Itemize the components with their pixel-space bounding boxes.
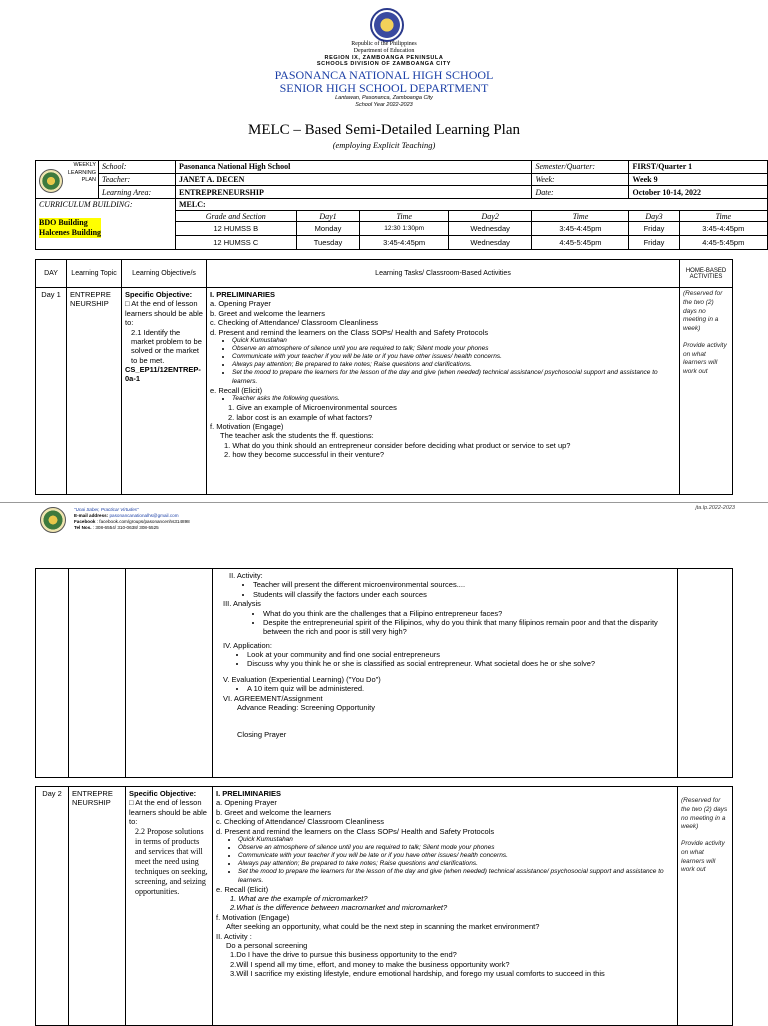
prelim-a: a. Opening Prayer [210,299,271,309]
analysis-list [223,609,674,637]
schedule-cell: 12 HUMSS C [176,236,297,250]
school-logo-icon [39,169,63,193]
cont-tasks [213,569,678,778]
prelim-d: d. Present and remind the learners on the Class SOPs/ Health and Safety Protocols [216,826,495,836]
application-list [223,650,674,669]
time2-header: Time [532,210,629,222]
prelim-c: c. Checking of Attendance/ Classroom Cleanliness [216,817,385,827]
day3-header: Day3 [629,210,679,222]
list-item: • What do you think are the challenges that a Filipino entrepreneur faces? [263,609,674,618]
prelim-title: I. PRELIMINARIES [210,290,276,299]
area-label: Learning Area: [99,186,176,199]
objective-item: 2.2 Propose solutions in terms of products and services that will meet the need using techniques on seeking, screening, and seizing opportunities. [135,826,208,896]
activities-table-day1 [35,259,733,495]
motivation-q1: 1. What do you think should an entrepreneur consider before deciding what product or service to set up? [224,440,571,450]
list-item: • Teacher asks the following questions. [232,395,676,403]
footer-logo-icon [40,507,66,533]
email-link[interactable]: pasonancanationalhs@gmail.com [109,513,179,518]
recall-list [210,395,676,403]
page-code: jta.lp.2022-2023 [695,505,735,511]
school-value: Pasonanca National High School [176,161,532,174]
list-item: • Students will classify the factors under each sources [253,590,674,599]
recall-q2: 2.What is the difference between macromarket and micromarket? [230,903,448,913]
evaluation-title: V. Evaluation (Experiential Learning) ("You Do") [223,674,381,684]
day2-objectives [126,787,213,1026]
teacher-value: JANET A. DECEN [176,173,532,186]
evaluation-list [223,684,674,693]
semester-label: Semester/Quarter: [532,161,629,174]
prelim-c: c. Checking of Attendance/ Classroom Cleanliness [210,318,379,328]
day1-home-activities [680,288,733,495]
recall-title: e. Recall (Elicit) [210,385,263,395]
buildings-value: BDO Building Halcenes Building [39,218,102,238]
list-item: • Look at your community and find one social entrepreneurs [247,650,674,659]
recall-title: e. Recall (Elicit) [216,884,269,894]
schedule-cell: 12 HUMSS B [176,222,297,236]
info-table [35,160,768,250]
activity-text: Do a personal screening [226,940,308,950]
list-item: • Quick Kumustahan [238,836,674,844]
department-name: SENIOR HIGH SCHOOL DEPARTMENT [279,81,489,95]
page-title: MELC – Based Semi-Detailed Learning Plan [247,122,521,138]
protocol-list [216,836,674,885]
schedule-cell: Friday [629,222,679,236]
objectives-header: Learning Objective/s [122,260,207,288]
agreement-text: Advance Reading: Screening Opportunity [237,702,376,712]
weekly-plan-label: WEEKLY LEARNING PLAN [67,162,96,184]
grade-section-header: Grade and Section [176,210,297,222]
division-line: SCHOOLS DIVISION OF ZAMBOANGA CITY [316,61,452,67]
day2-home-activities [678,787,733,1026]
activity-q3: 3.Will I sacrifice my existing lifestyle, endure emotional hardship, and forego my usual comforts to succeed in this [230,969,605,978]
day2-label: Day 2 [36,787,69,1026]
day1-label: Day 1 [36,288,67,495]
date-label: Date: [532,186,629,199]
application-title: IV. Application: [223,640,272,650]
recall-q1: 1. What are the example of micromarket? [230,894,368,903]
date-value: October 10-14, 2022 [629,186,768,199]
page-subtitle: (employing Explicit Teaching) [332,140,436,150]
day-header: DAY [36,260,67,288]
footer-motto: "Unai Saber, Practicar Virtudes" [74,507,139,512]
objective-text: □ At the end of lesson learners should be able to: [125,299,203,328]
activities-table-day2 [35,786,733,1026]
list-item: • Discuss why you think he or she is classified as social entrepreneur. What societal does he or she solve? [247,659,674,668]
schedule-cell: 3:45-4:45pm [679,222,767,236]
list-item: • Set the mood to prepare the learners for the lesson of the day and give (when needed) technical assistance/ psychosocial support and assistance to learners. [232,369,676,385]
schedule-cell: 12:30 1:30pm [360,222,448,236]
activity-q1: 1.Do I have the drive to pursue this business opportunity to the end? [230,950,457,960]
list-item: • Observe an atmosphere of silence until you are required to talk; Silent mode your phones [238,844,674,852]
school-label: School: [99,161,176,174]
home-header: HOME-BASED ACTIVITIES [680,260,733,288]
schedule-cell: 4:45-5:45pm [532,236,629,250]
footer-tel [74,525,159,530]
schedule-cell: Wednesday [448,222,532,236]
email-label: E-mail address: [74,513,109,518]
objective-item: 2.1 Identify the market problem to be solved or the market to be met. [131,327,202,365]
teacher-label: Teacher: [99,173,176,186]
prelim-title: I. PRELIMINARIES [216,789,282,798]
list-item: • Observe an atmosphere of silence until you are required to talk; Silent mode your phones [232,345,676,353]
weekly-plan-cell [36,161,99,199]
day1-objectives [122,288,207,495]
area-value: ENTREPRENEURSHIP [176,186,532,199]
home-provide: Provide activity on what learners will work out [683,341,727,376]
home-reserved: (Reserved for the two (2) days no meeting in a week) [681,797,728,831]
schedule-cell: Friday [629,236,679,250]
republic-line: Republic of the Philippines [351,41,417,47]
activity-title: II. Activity : [216,931,252,941]
day1-header: Day1 [296,210,360,222]
curriculum-label: CURRICULUM BUILDING: [36,199,176,211]
list-item: • Communicate with your teacher if you will be late or if you have other issues/ health concerns. [232,353,676,361]
motivation-q2: 2. how they become successful in their venture? [224,450,385,459]
schedule-cell: 4:45-5:45pm [679,236,767,250]
tasks-header: Learning Tasks/ Classroom-Based Activities [207,260,680,288]
prelim-a: a. Opening Prayer [216,798,277,808]
analysis-title: III. Analysis [223,599,261,609]
prelim-b: b. Greet and welcome the learners [210,308,326,318]
list-item: • Always pay attention; Be prepared to take notes; Raise questions and clarifications. [238,860,674,868]
home-provide: Provide activity on what learners will work out [681,840,725,874]
school-address: Lantawan, Pasonanca, Zamboanga City [335,95,433,101]
motivation-text: The teacher ask the students the ff. questions: [220,431,374,441]
department-line: Department of Education [353,48,415,54]
protocol-list [210,337,676,386]
schedule-cell: Monday [296,222,360,236]
activity-list [223,580,674,599]
day2-tasks [213,787,678,1026]
activity-q2: 2.Will I spend all my time, effort, and money to make the business opportunity work? [230,959,510,969]
list-item: • A 10 item quiz will be administered. [247,684,674,693]
agreement-title: VI. AGREEMENT/Assignment [223,693,323,703]
buildings-cell [36,210,176,249]
objective-text: □ At the end of lesson learners should be able to: [129,798,207,827]
school-name: PASONANCA NATIONAL HIGH SCHOOL [274,68,494,82]
fb-label: Facebook [74,519,96,524]
day1-tasks [207,288,680,495]
school-year: School Year 2022-2023 [355,102,413,108]
objective-title: Specific Objective: [125,290,193,299]
activities-table-cont [35,568,733,778]
list-item: • Despite the entrepreneurial spirit of the Filipinos, why do you think that many filipinos remain poor and that the disparity between the rich and poor is still very high? [263,618,674,637]
recall-q2: 2. labor cost is an example of what factors? [228,412,373,422]
fb-link[interactable]: : facebook.com/groups/pasonancenhs314898 [96,519,190,524]
topic-header: Learning Topic [67,260,122,288]
prelim-b: b. Greet and welcome the learners [216,807,332,817]
footer-email [74,513,179,518]
list-item: • Always pay attention; Be prepared to take notes; Raise questions and clarifications. [232,361,676,369]
activity-title: II. Activity: [229,571,263,580]
list-item: • Communicate with your teacher if you will be late or if you have other issues/ health concerns. [238,852,674,860]
time1-header: Time [360,210,448,222]
closing-prayer: Closing Prayer [237,730,287,740]
schedule-cell: 3:45-4:45pm [532,222,629,236]
semester-value: FIRST/Quarter 1 [629,161,768,174]
footer-divider [0,502,768,503]
day2-header: Day2 [448,210,532,222]
region-line: REGION IX, ZAMBOANGA PENINSULA [324,55,444,61]
schedule-cell: 3:45-4:45pm [360,236,448,250]
melc-label: MELC: [176,199,768,211]
recall-q1: 1. Give an example of Microenvironmental sources [228,403,397,413]
deped-seal-icon [370,8,404,42]
schedule-cell: Wednesday [448,236,532,250]
schedule-cell: Tuesday [296,236,360,250]
footer-facebook [74,519,190,524]
list-item: • Quick Kumustahan [232,337,676,345]
list-item: • Set the mood to prepare the learners for the lesson of the day and give (when needed) technical assistance/ psychosocial support and assistance to learners. [238,868,674,884]
objective-title: Specific Objective: [129,789,197,798]
time3-header: Time [679,210,767,222]
objective-code: CS_EP11/12ENTREP-0a-1 [125,365,201,384]
list-item: • Teacher will present the different microenvironmental sources.... [253,580,674,589]
home-reserved: (Reserved for the two (2) days no meeting in a week) [683,290,723,333]
tel-value: : 308-6554/ 310-0638/ 308-5525 [92,525,159,530]
week-value: Week 9 [629,173,768,186]
tel-label: Tel Nos. [74,525,92,530]
day2-topic: ENTREPRE NEURSHIP [69,787,126,1026]
week-label: Week: [532,173,629,186]
day1-topic: ENTREPRE NEURSHIP [67,288,122,495]
prelim-d: d. Present and remind the learners on the Class SOPs/ Health and Safety Protocols [210,327,489,337]
motivation-title: f. Motivation (Engage) [216,912,290,922]
motivation-title: f. Motivation (Engage) [210,421,284,431]
motivation-text: After seeking an opportunity, what could be the next step in scanning the market environment? [226,922,540,932]
